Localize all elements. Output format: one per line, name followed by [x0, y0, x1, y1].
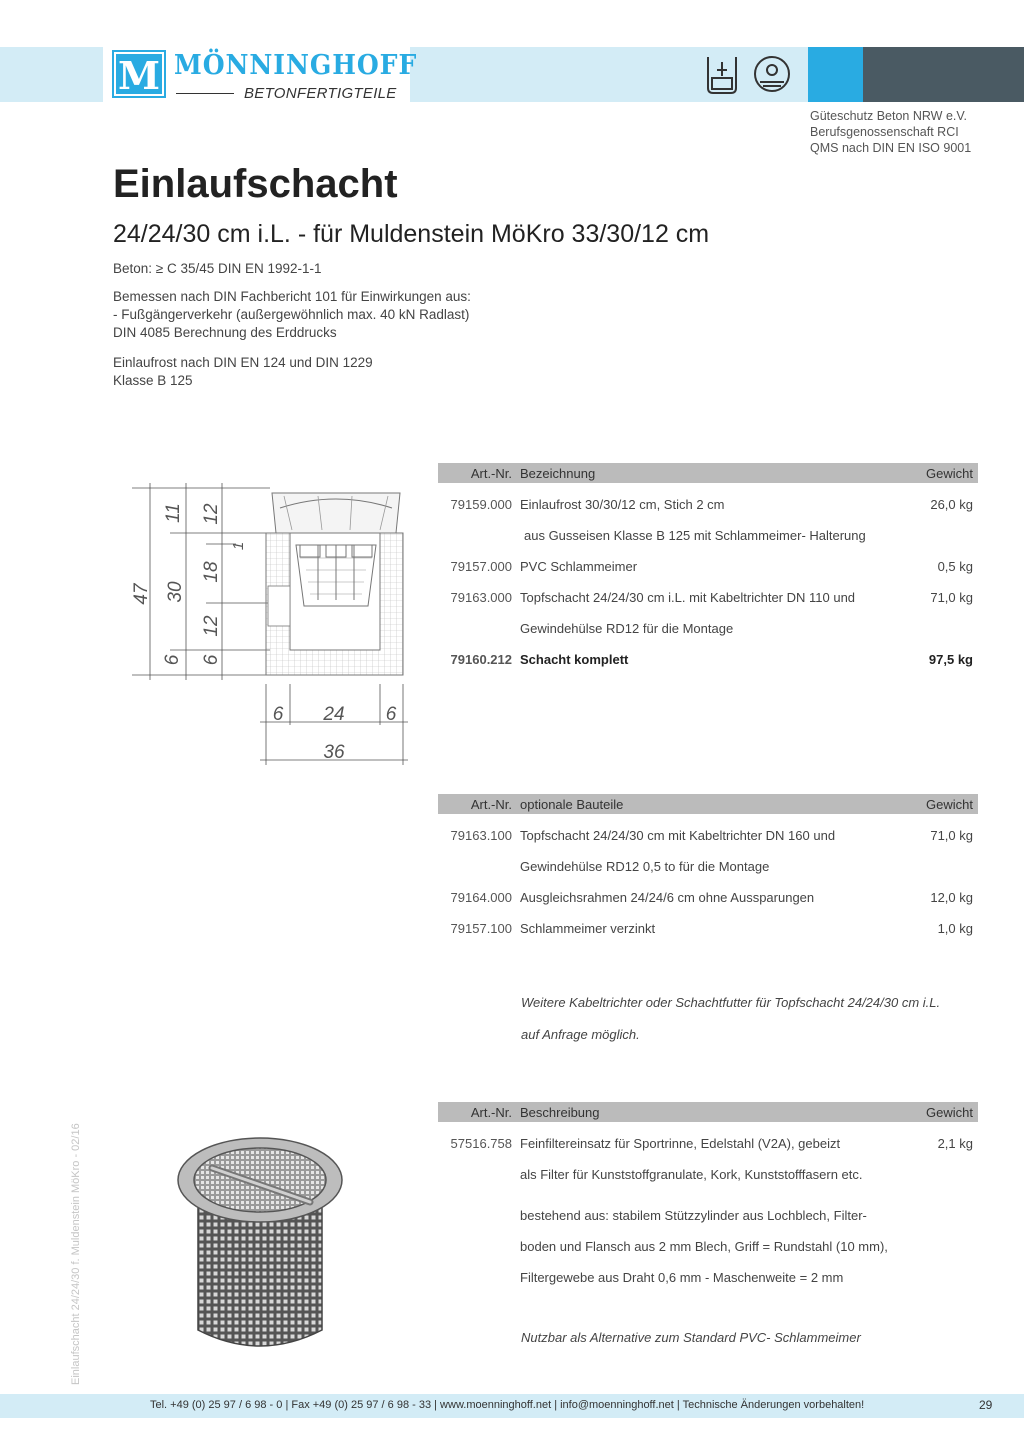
- description-line: [438, 1236, 978, 1256]
- dim-11: 11: [163, 503, 184, 523]
- row-text: Feinfiltereinsatz für Sportrinne, Edelstahl (V2A), gebeizt: [520, 1136, 841, 1151]
- dim-6-right: 6: [201, 654, 222, 666]
- row-weight: 97,5 kg: [928, 652, 973, 667]
- concrete-spec: Beton: ≥ C 35/45 DIN EN 1992-1-1: [113, 261, 322, 276]
- page-subtitle: 24/24/30 cm i.L. - für Muldenstein MöKro 33/30/12 cm: [113, 220, 710, 248]
- grate-spec-line: Einlaufrost nach DIN EN 124 und DIN 1229: [113, 355, 373, 370]
- dim-h-6-left: 6: [272, 704, 284, 725]
- dim-6-left: 6: [162, 654, 183, 666]
- technical-drawing: [120, 470, 420, 770]
- dim-18: 18: [201, 561, 222, 583]
- table-row: [438, 887, 978, 907]
- col-art-nr: Art.-Nr.: [470, 797, 512, 812]
- quality-icons: [700, 52, 800, 97]
- certification-line: Güteschutz Beton NRW e.V.: [810, 109, 968, 123]
- table-row: [438, 525, 978, 545]
- table-row: [438, 918, 978, 938]
- art-nr: 79159.000: [450, 497, 512, 512]
- table-row: [438, 825, 978, 845]
- dim-h-24: 24: [323, 704, 345, 725]
- table2-note: Weitere Kabeltrichter oder Schachtfutter für Topfschacht 24/24/30 cm i.L.: [521, 995, 941, 1010]
- row-text: Schlammeimer verzinkt: [520, 921, 656, 936]
- dim-1: 1: [230, 541, 247, 551]
- row-text: Einlaufrost 30/30/12 cm, Stich 2 cm: [520, 497, 725, 512]
- art-nr: 79157.100: [450, 921, 512, 936]
- col-weight: Gewicht: [926, 1105, 973, 1120]
- certification-seal-icon: [755, 57, 789, 91]
- col-description: Beschreibung: [520, 1105, 600, 1120]
- table-row: [438, 618, 978, 638]
- design-spec-line: Bemessen nach DIN Fachbericht 101 für Einwirkungen aus:: [113, 289, 471, 304]
- table2-note: auf Anfrage möglich.: [521, 1027, 640, 1042]
- dim-47: 47: [131, 583, 152, 605]
- quality-seal-icon: [708, 57, 736, 93]
- dim-30: 30: [165, 581, 186, 603]
- row-text: boden und Flansch aus 2 mm Blech, Griff = Rundstahl (10 mm),: [520, 1239, 888, 1254]
- row-text: als Filter für Kunststoffgranulate, Kork, Kunststofffasern etc.: [520, 1167, 863, 1182]
- art-nr: 79157.000: [450, 559, 512, 574]
- dim-h-36: 36: [323, 742, 345, 763]
- side-document-label: Einlaufschacht 24/24/30 f. Muldenstein MöKro - 02/16: [70, 1123, 82, 1385]
- table-row: [438, 856, 978, 876]
- table-row: [438, 494, 978, 514]
- row-text: Topfschacht 24/24/30 cm mit Kabeltrichter DN 160 und: [520, 828, 836, 843]
- dim-h-6-right: 6: [385, 704, 397, 725]
- certifications: [810, 108, 971, 156]
- row-text: aus Gusseisen Klasse B 125 mit Schlammeimer- Halterung: [524, 528, 866, 543]
- dim-12-bottom: 12: [201, 615, 222, 637]
- table2-header: [438, 794, 978, 814]
- brand-name: MÖNNINGHOFF: [174, 50, 418, 81]
- row-text: PVC Schlammeimer: [520, 559, 638, 574]
- svg-text:M: M: [117, 53, 161, 98]
- certification-line: Berufsgenossenschaft RCI: [810, 125, 959, 139]
- brand-divider: [176, 93, 234, 94]
- page-title: Einlaufschacht: [113, 162, 398, 206]
- header-dark-block: [863, 47, 1024, 102]
- row-weight: 1,0 kg: [937, 921, 973, 936]
- art-nr: 79160.212: [450, 652, 512, 667]
- art-nr: 79163.100: [450, 828, 512, 843]
- row-text: Topfschacht 24/24/30 cm i.L. mit Kabeltrichter DN 110 und: [520, 590, 856, 605]
- table-row: [438, 1164, 978, 1184]
- shaft-section: [266, 493, 403, 675]
- col-art-nr: Art.-Nr.: [470, 466, 512, 481]
- description-line: [438, 1267, 978, 1287]
- header-accent-block: [808, 47, 863, 102]
- row-weight: 71,0 kg: [930, 828, 973, 843]
- table-row: [438, 1133, 978, 1153]
- art-nr: 79163.000: [450, 590, 512, 605]
- row-text: Gewindehülse RD12 für die Montage: [520, 621, 734, 636]
- design-spec-line: - Fußgängerverkehr (außergewöhnlich max. 40 kN Radlast): [113, 307, 470, 322]
- logo-m-icon: [112, 50, 166, 98]
- row-weight: 26,0 kg: [930, 497, 973, 512]
- filter-basket-illustration: [170, 1130, 350, 1355]
- design-spec-line: DIN 4085 Berechnung des Erddrucks: [113, 325, 337, 340]
- row-text: Filtergewebe aus Draht 0,6 mm - Maschenweite = 2 mm: [520, 1270, 844, 1285]
- col-weight: Gewicht: [926, 797, 973, 812]
- row-weight: 2,1 kg: [937, 1136, 973, 1151]
- art-nr: 79164.000: [450, 890, 512, 905]
- col-designation: Bezeichnung: [520, 466, 596, 481]
- row-weight: 12,0 kg: [930, 890, 973, 905]
- row-text: bestehend aus: stabilem Stützzylinder aus Lochblech, Filter-: [520, 1208, 867, 1223]
- table3-note: Nutzbar als Alternative zum Standard PVC- Schlammeimer: [521, 1330, 861, 1345]
- certification-line: QMS nach DIN EN ISO 9001: [810, 141, 972, 155]
- col-optional-parts: optionale Bauteile: [520, 797, 624, 812]
- row-weight: 71,0 kg: [930, 590, 973, 605]
- description-line: [438, 1205, 978, 1225]
- table-row-total: [438, 649, 978, 669]
- row-text: Ausgleichsrahmen 24/24/6 cm ohne Aussparungen: [520, 890, 815, 905]
- row-text: Gewindehülse RD12 0,5 to für die Montage: [520, 859, 770, 874]
- dim-12-top: 12: [201, 503, 222, 525]
- grate-spec-line: Klasse B 125: [113, 373, 193, 388]
- art-nr: 57516.758: [450, 1136, 512, 1151]
- col-art-nr: Art.-Nr.: [470, 1105, 512, 1120]
- footer-contact: Tel. +49 (0) 25 97 / 6 98 - 0 | Fax +49 (0) 25 97 / 6 98 - 33 | www.moenninghoff.net | info@moenninghoff.net | Technische Änderungen vorbehalten!: [150, 1399, 865, 1411]
- page-number: 29: [979, 1398, 993, 1412]
- brand-subtitle: BETONFERTIGTEILE: [244, 85, 397, 102]
- row-weight: 0,5 kg: [937, 559, 973, 574]
- grate-spec: [113, 354, 373, 390]
- table1-header: [438, 463, 978, 483]
- design-spec: [113, 288, 471, 342]
- table-row: [438, 587, 978, 607]
- row-text: Schacht komplett: [520, 652, 629, 667]
- col-weight: Gewicht: [926, 466, 973, 481]
- table3-header: [438, 1102, 978, 1122]
- table-row: [438, 556, 978, 576]
